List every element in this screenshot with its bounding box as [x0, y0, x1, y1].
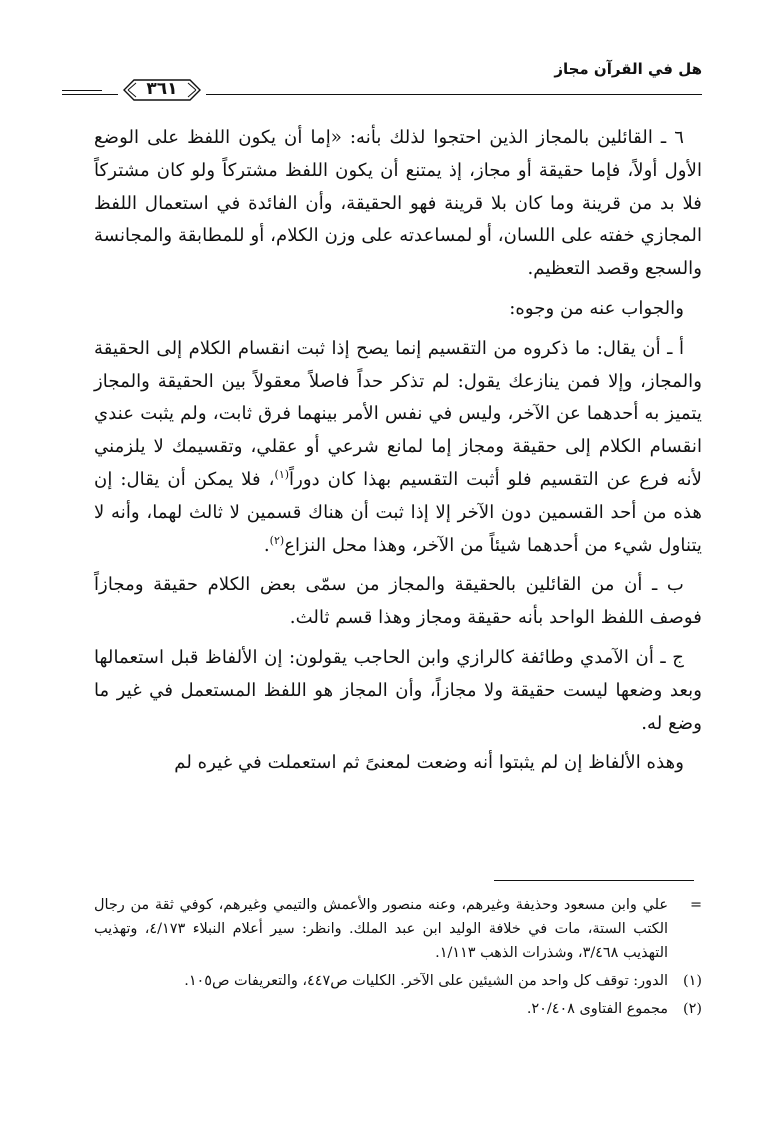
paragraph-answer-intro: والجواب عنه من وجوه: — [509, 297, 684, 319]
paragraph-c: ج ـ أن الآمدي وطائفة كالرازي وابن الحاجب يقولون: إن الألفاظ قبل استعمالها وبعد وضعها ليست حقيقة ولا مجازاً، وأن المجاز هو اللفظ المستعمل في غير ما وضع له. — [94, 646, 702, 734]
paragraph-a-text-3: . — [263, 534, 270, 556]
running-title: هل في القرآن مجاز — [554, 60, 702, 78]
footnote-text: مجموع الفتاوى ٢٠/٤٠٨. — [526, 1001, 668, 1017]
footnote-separator — [494, 880, 694, 881]
paragraph-continuation: وهذه الألفاظ إن لم يثبتوا أنه وضعت لمعنىً ثم استعملت في غيره لم — [174, 752, 684, 774]
footnote-mark: (٢) — [683, 1001, 702, 1017]
paragraph-a — [94, 333, 702, 563]
footnote-mark: (١) — [683, 973, 702, 989]
footnotes — [94, 893, 702, 1025]
paragraph-a-text-1: أ ـ أن يقال: ما ذكروه من التقسيم إنما يصح إذا ثبت انقسام الكلام إلى الحقيقة والمجاز، وإلا فمن ينازعك يقول: لم تذكر حداً فاصلاً معقولاً بين الحقيقة والمجاز يتميز به أحدهما عن الآخر، وليس في نفس الأمر بينهما فرق ثابت، ولم يثبت عندي انقسام الكلام إلى حقيقة ومجاز إما لمانع شرعي أو عقلي، وتقسيمك لا يلزمني لأنه فرع عن التقسيم فلو أثبت التقسيم بهذا كان دوراً — [94, 337, 702, 490]
footnote-ref-2: (٢) — [269, 533, 285, 547]
footnote-item — [94, 997, 702, 1021]
footnote-item — [94, 969, 702, 993]
header-rule-accent — [62, 90, 102, 91]
main-text — [94, 122, 702, 787]
footnote-item — [94, 893, 702, 965]
paragraph-a-text-2: ، فلا يمكن أن يقال: إن هذه من أحد القسمين دون الآخر إلا إذا ثبت أن هناك قسمين لا ثالث لهما، وأنه لا يتناول شيء من أحدهما شيئاً من الآخر، وهذا محل النزاع — [94, 468, 702, 556]
footnote-ref-1: (١) — [274, 467, 290, 481]
footnote-text: الدور: توقف كل واحد من الشيئين على الآخر. الكليات ص٤٤٧، والتعريفات ص١٠٥. — [184, 973, 668, 989]
footnote-mark: = — [689, 897, 702, 913]
paragraph-6-argument: ٦ ـ القائلين بالمجاز الذين احتجوا لذلك بأنه: «إما أن يكون اللفظ على الوضع الأول أولاً، فإما حقيقة أو مجاز، إذ يمتنع أن يكون اللفظ مشتركاً ولو كان مشتركاً فلا بد من قرينة وما كان بلا قرينة فهو الحقيقة، وأن الفائدة في استعمال اللفظ المجازي خفته على اللسان، أو لمساعدته على وزن الكلام، أو للمطابقة والمجانسة والسجع وقصد التعظيم. — [94, 127, 702, 280]
footnote-text: علي وابن مسعود وحذيفة وغيرهم، وعنه منصور والأعمش والتيمي وغيرهم، كوفي ثقة من رجال الكتب الستة، مات في خلافة الوليد ابن عبد الملك. وانظر: سير أعلام النبلاء ٤/١٧٣، وتهذيب التهذيب ٣/٤٦٨، وشذرات الذهب ١/١١٣. — [94, 897, 668, 961]
paragraph-b: ب ـ أن من القائلين بالحقيقة والمجاز من سمّى بعض الكلام حقيقة ومجازاً فوصف اللفظ الواحد بأنه حقيقة ومجاز وهذا قسم ثالث. — [94, 574, 702, 629]
page-number: ٣٦١ — [146, 79, 178, 99]
